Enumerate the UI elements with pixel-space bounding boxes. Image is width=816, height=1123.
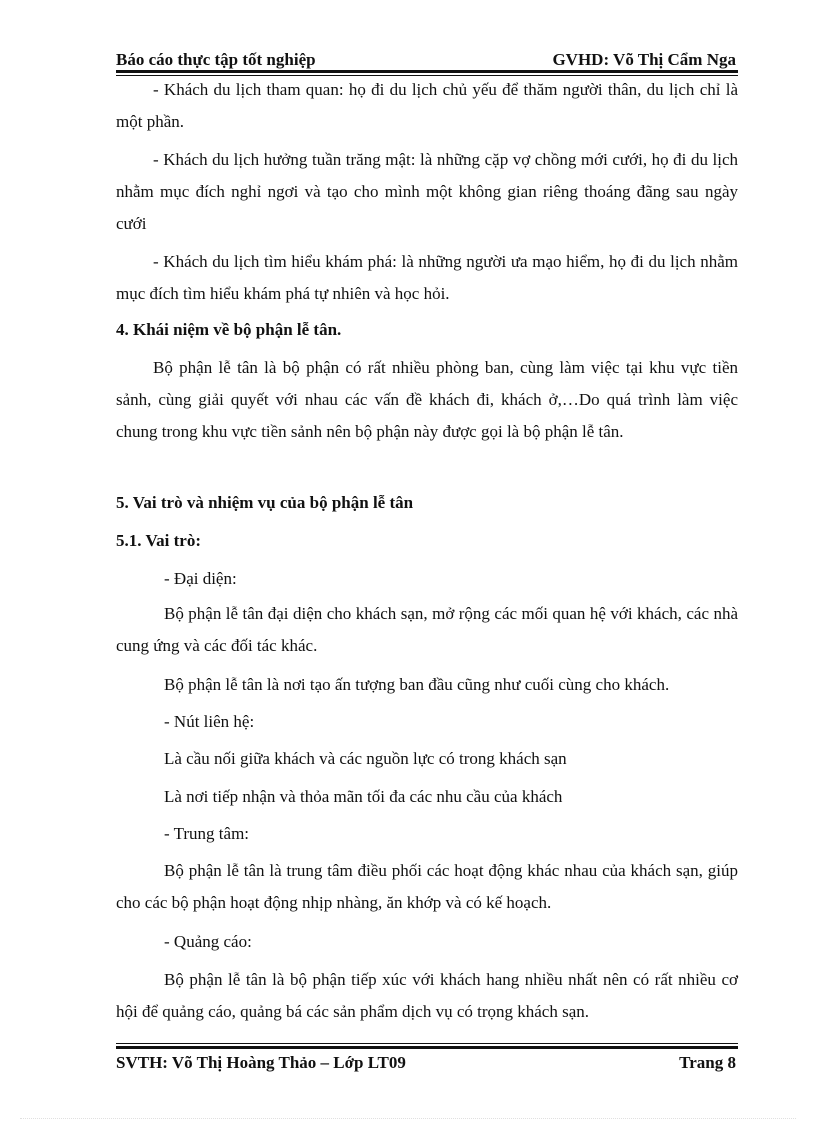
header-rule-thick — [116, 70, 738, 73]
bullet-center: - Trung tâm: — [164, 824, 250, 843]
paragraph-impression: Bộ phận lễ tân là nơi tạo ấn tượng ban đầu cũng như cuối cùng cho khách. — [164, 675, 670, 694]
bullet-representative: - Đại diện: — [164, 569, 237, 588]
bullet-advertising: - Quảng cáo: — [164, 932, 252, 951]
footer-rule-thick — [116, 1046, 738, 1049]
bullet-contact-node: - Nút liên hệ: — [164, 712, 255, 731]
page-number: Trang 8 — [679, 1053, 736, 1072]
paragraph-reception-concept: Bộ phận lễ tân là bộ phận có rất nhiều phòng ban, cùng làm việc tại khu vực tiền sảnh, cùng giải quyết với nhau các vấn đề khách đi, khách ở,…Do quá trình làm việc chung trong khu vực tiền sảnh nên bộ phận này được gọi là bộ phận lễ tân. — [116, 358, 738, 441]
header-supervisor: GVHD: Võ Thị Cẩm Nga — [552, 50, 736, 69]
heading-section-5: 5. Vai trò và nhiệm vụ của bộ phận lễ tân — [116, 493, 414, 512]
page-edge-divider — [20, 1118, 796, 1119]
heading-section-4: 4. Khái niệm về bộ phận lễ tân. — [116, 320, 342, 339]
footer-rule-thin — [116, 1043, 738, 1044]
paragraph-advertising: Bộ phận lễ tân là bộ phận tiếp xúc với khách hang nhiều nhất nên có rất nhiều cơ hội để quảng cáo, quảng bá các sản phẩm dịch vụ có trọng khách sạn. — [116, 970, 738, 1021]
page-footer — [116, 1053, 738, 1077]
paragraph-receiving: Là nơi tiếp nhận và thỏa mãn tối đa các nhu cầu của khách — [164, 787, 563, 806]
page-header — [116, 46, 738, 68]
paragraph-representative: Bộ phận lễ tân đại diện cho khách sạn, mở rộng các mối quan hệ với khách, các nhà cung ứng và các đối tác khác. — [116, 604, 738, 655]
header-report-title: Báo cáo thực tập tốt nghiệp — [116, 50, 316, 69]
paragraph-bridge: Là cầu nối giữa khách và các nguồn lực có trong khách sạn — [164, 749, 567, 768]
paragraph-tourist-honeymoon: - Khách du lịch hưởng tuần trăng mật: là những cặp vợ chồng mới cưới, họ đi du lịch nhằm mục đích nghỉ ngơi và tạo cho mình một không gian riêng thoáng đãng sau ngày cưới — [116, 150, 738, 233]
paragraph-tourist-sightseeing: - Khách du lịch tham quan: họ đi du lịch chủ yếu để thăm người thân, du lịch chỉ là một phần. — [116, 80, 738, 131]
paragraph-center: Bộ phận lễ tân là trung tâm điều phối các hoạt động khác nhau của khách sạn, giúp cho các bộ phận hoạt động nhịp nhàng, ăn khớp và có kế hoạch. — [116, 861, 738, 912]
paragraph-tourist-explore: - Khách du lịch tìm hiểu khám phá: là những người ưa mạo hiểm, họ đi du lịch nhằm mục đích tìm hiểu khám phá tự nhiên và học hỏi. — [116, 252, 738, 303]
footer-student: SVTH: Võ Thị Hoàng Thảo – Lớp LT09 — [116, 1053, 406, 1072]
heading-section-5-1: 5.1. Vai trò: — [116, 531, 201, 550]
